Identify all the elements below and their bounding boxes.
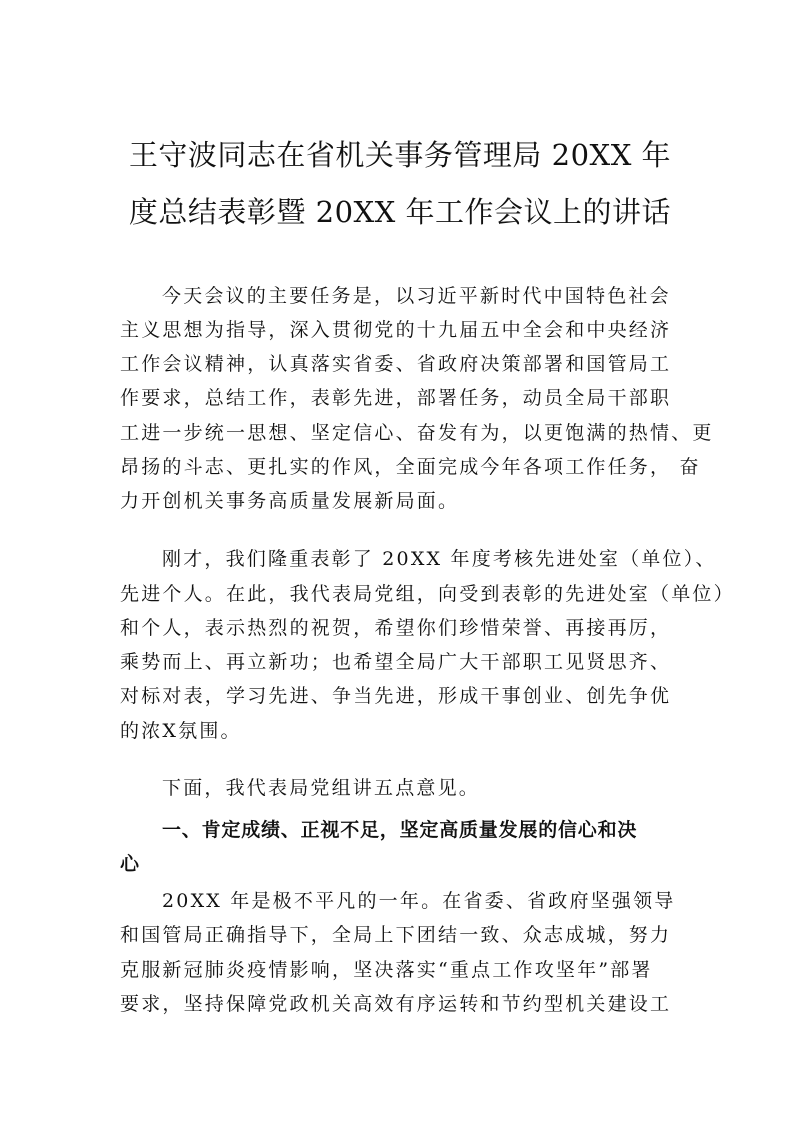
body-text-line: 今天会议的主要任务是，以习近平新时代中国特色社会 [162, 285, 671, 307]
body-text-line: 力开创机关事务高质量发展新局面。 [120, 490, 460, 512]
body-text-line: 的浓X氛围。 [120, 720, 242, 742]
body-text-line: 昂扬的斗志、更扎实的作风，全面完成今年各项工作任务， 奋 [120, 456, 701, 478]
body-text-line: 和个人，表示热烈的祝贺，希望你们珍惜荣誉、再接再厉， [120, 617, 672, 639]
body-text-line: 乘势而上、再立新功；也希望全局广大干部职工见贤思齐、 [120, 651, 672, 673]
body-text-line: 对标对表，学习先进、争当先进，形成干事创业、创先争优 [120, 685, 672, 707]
body-text-line: 工进一步统一思想、坚定信心、奋发有为，以更饱满的热情、更 [120, 422, 714, 444]
body-text-line: 20XX 年是极不平凡的一年。在省委、省政府坚强领导 [162, 890, 676, 912]
body-text-line: 刚才，我们隆重表彰了 20XX 年度考核先进处室（单位）、 [162, 548, 717, 570]
section-heading-line: 心 [120, 853, 140, 875]
document-title-line-1: 王守波同志在省机关事务管理局 20XX 年 [128, 138, 672, 172]
body-text-line: 下面，我代表局党组讲五点意见。 [162, 777, 481, 799]
body-text-line: 要求，坚持保障党政机关高效有序运转和节约型机关建设工 [120, 993, 672, 1015]
body-text-line: 和国管局正确指导下，全局上下团结一致、众志成城，努力 [120, 924, 672, 946]
section-heading-line: 一、肯定成绩、正视不足，坚定高质量发展的信心和决 [162, 819, 638, 841]
document-title-line-2: 度总结表彰暨 20XX 年工作会议上的讲话 [128, 195, 672, 229]
body-text-line: 主义思想为指导，深入贯彻党的十九届五中全会和中央经济 [120, 319, 672, 341]
body-text-line: 作要求，总结工作，表彰先进，部署任务，动员全局干部职 [120, 387, 672, 409]
body-text-line: 克服新冠肺炎疫情影响，坚决落实“重点工作攻坚年”部署 [120, 959, 653, 981]
body-text-line: 先进个人。在此，我代表局党组，向受到表彰的先进处室（单位） [120, 583, 735, 605]
body-text-line: 工作会议精神，认真落实省委、省政府决策部署和国管局工 [120, 353, 672, 375]
